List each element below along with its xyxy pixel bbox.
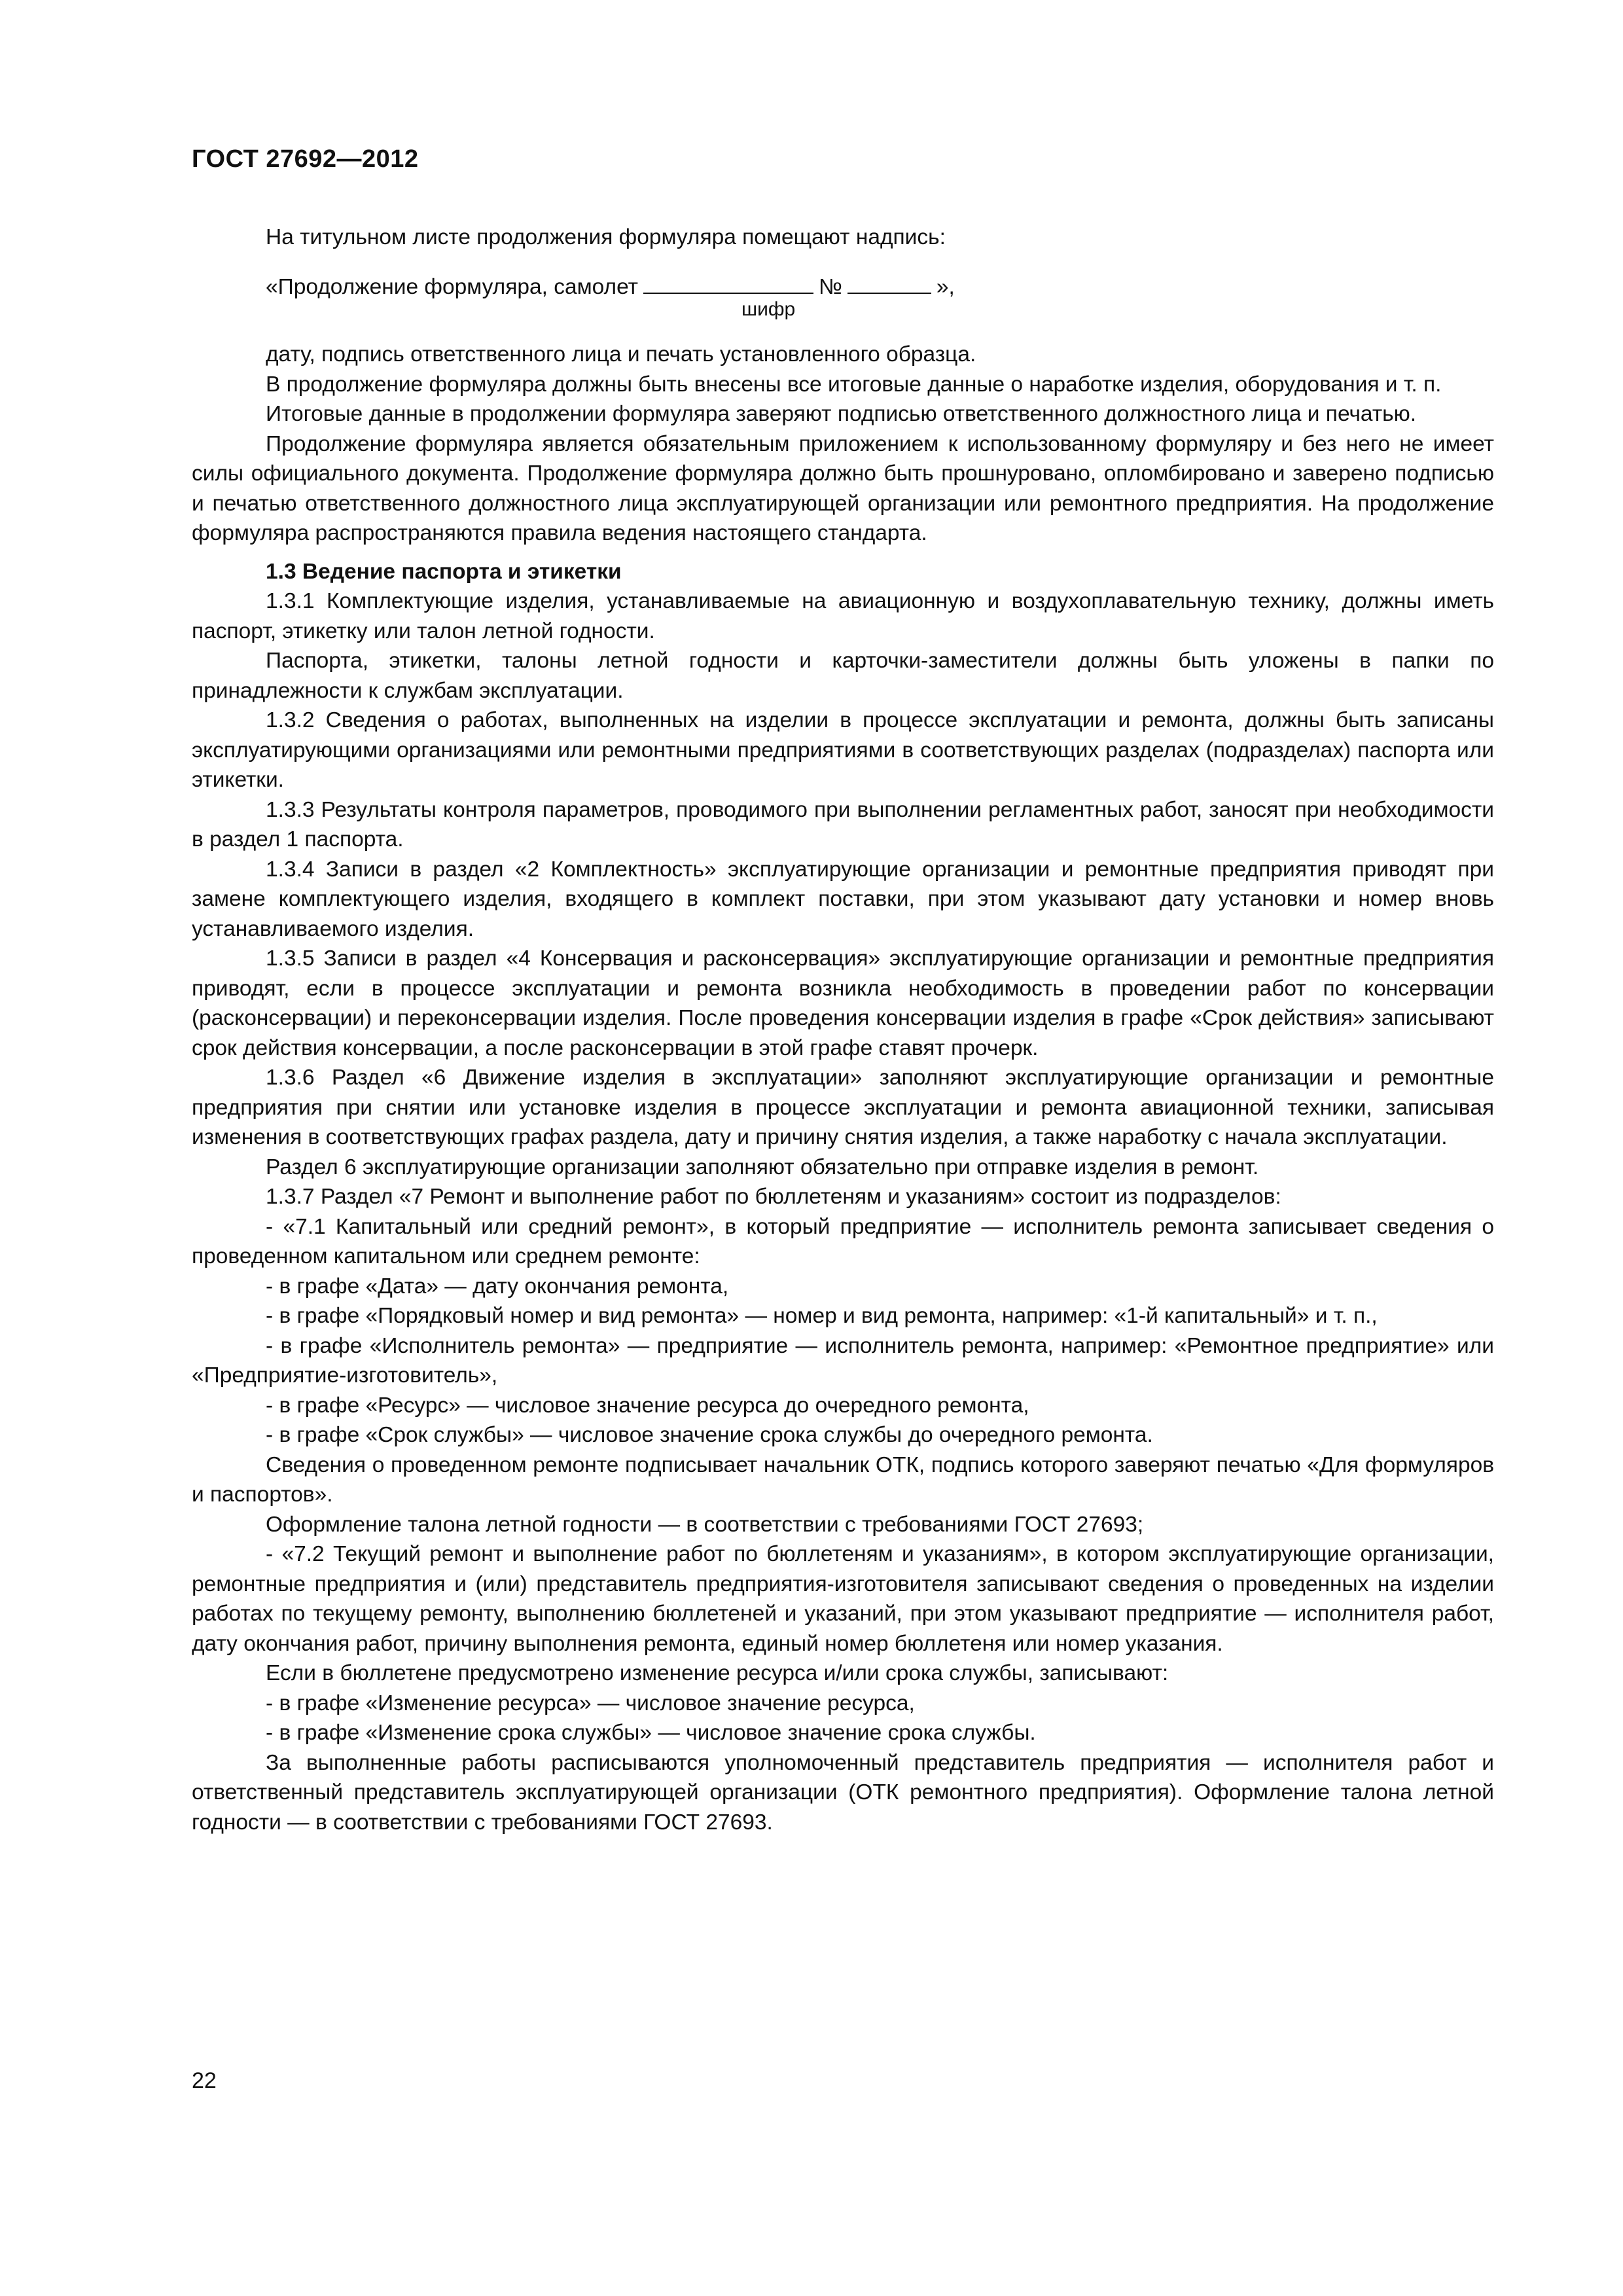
form-prefix: «Продолжение формуляра, самолет <box>266 274 638 299</box>
document-body <box>192 223 1494 1837</box>
section-paragraphs <box>192 586 1494 1837</box>
section-paragraph: Раздел 6 эксплуатирующие организации заполняют обязательно при отправке изделия в ремонт. <box>266 1155 1259 1179</box>
section-paragraph: 1.3.4 Записи в раздел «2 Комплектность» эксплуатирующие организации и ремонтные предприятия приводят при замене комплектующего изделия, входящего в комплект поставки, при этом указывают дату установки и номер вновь устанавливаемого изделия. <box>192 857 1494 941</box>
section-paragraph: Сведения о проведенном ремонте подписывает начальник ОТК, подпись которого заверяют печатью «Для формуляров и паспортов». <box>192 1452 1494 1507</box>
section-heading: 1.3 Ведение паспорта и этикетки <box>266 559 622 584</box>
intro-paragraph: дату, подпись ответственного лица и печать установленного образца. <box>266 342 976 367</box>
section-paragraph: - в графе «Дата» — дату окончания ремонта, <box>266 1274 729 1299</box>
section-paragraph: - в графе «Ресурс» — числовое значение ресурса до очередного ремонта, <box>266 1393 1029 1418</box>
section-paragraph: 1.3.6 Раздел «6 Движение изделия в эксплуатации» заполняют эксплуатирующие организации и ремонтные предприятия при снятии или установке изделия в процессе эксплуатации и ремонта авиационной техники, записывая изменения в соответствующих графах раздела, дату и причину снятия изделия, а также наработку с начала эксплуатации. <box>192 1066 1494 1149</box>
section-paragraph: Оформление талона летной годности — в соответствии с требованиями ГОСТ 27693; <box>266 1512 1144 1537</box>
intro-paragraph: Продолжение формуляра является обязательным приложением к использованному формуляру и без него не имеет силы официального документа. Продолжение формуляра должно быть прошнуровано, опломбировано и заверено подписью и печатью ответственного должностного лица эксплуатирующей организации или ремонтного предприятия. На продолжение формуляра распространяются правила ведения настоящего стандарта. <box>192 431 1494 545</box>
intro-paragraph: На титульном листе продолжения формуляра помещают надпись: <box>266 225 946 249</box>
section-paragraph: Паспорта, этикетки, талоны летной годности и карточки-заместители должны быть уложены в папки по принадлежности к службам эксплуатации. <box>192 649 1494 703</box>
section-paragraph: 1.3.5 Записи в раздел «4 Консервация и расконсервация» эксплуатирующие организации и ремонтные предприятия приводят, если в процессе эксплуатации и ремонта возникла необходимость в проведении работ по консервации (расконсервации) и переконсервации изделия. После проведения консервации изделия в графе «Срок действия» записывают срок действия консервации, а после расконсервации в этой графе ставят прочерк. <box>192 946 1494 1060</box>
form-suffix: », <box>936 274 955 299</box>
intro-paragraph: Итоговые данные в продолжении формуляра заверяют подписью ответственного должностного лица и печатью. <box>266 402 1417 426</box>
number-sign: № <box>818 274 842 299</box>
page-number: 22 <box>192 2068 217 2093</box>
document-code: ГОСТ 27692—2012 <box>192 145 419 173</box>
section-paragraph: - в графе «Срок службы» — числовое значение срока службы до очередного ремонта. <box>266 1423 1153 1447</box>
section-paragraph: Если в бюллетене предусмотрено изменение ресурса и/или срока службы, записывают: <box>266 1661 1169 1685</box>
section-paragraph: - в графе «Порядковый номер и вид ремонта» — номер и вид ремонта, например: «1-й капитальный» и т. п., <box>266 1304 1378 1328</box>
form-inscription <box>192 272 1494 302</box>
section-paragraph: За выполненные работы расписываются уполномоченный представитель предприятия — исполнителя работ и ответственный представитель эксплуатирующей организации (ОТК ремонтного предприятия). Оформление талона летной годности — в соответствии с требованиями ГОСТ 27693. <box>192 1750 1494 1835</box>
section-paragraph: 1.3.1 Комплектующие изделия, устанавливаемые на авиационную и воздухоплавательную технику, должны иметь паспорт, этикетку или талон летной годности. <box>192 589 1494 643</box>
section-paragraph: - в графе «Исполнитель ремонта» — предприятие — исполнитель ремонта, например: «Ремонтное предприятие» или «Предприятие-изготовитель», <box>192 1333 1494 1388</box>
number-blank <box>847 277 931 294</box>
section-paragraph: - в графе «Изменение ресурса» — числовое значение ресурса, <box>266 1691 915 1715</box>
section-paragraph: - в графе «Изменение срока службы» — числовое значение срока службы. <box>266 1721 1036 1745</box>
cipher-caption: шифр <box>741 298 796 320</box>
section-paragraph: 1.3.2 Сведения о работах, выполненных на изделии в процессе эксплуатации и ремонта, должны быть записаны эксплуатирующими организациями или ремонтными предприятиями в соответствующих разделах (подразделах) паспорта или этикетки. <box>192 708 1494 792</box>
section-paragraph: - «7.2 Текущий ремонт и выполнение работ по бюллетеням и указаниям», в котором эксплуатирующие организации, ремонтные предприятия и (или) представитель предприятия-изготовителя записывают сведения о проведенных на изделии работах по текущему ремонту, выполнению бюллетеней и указаний, при этом указывают предприятие — исполнителя работ, дату окончания работ, причину выполнения ремонта, единый номер бюллетеня или номер указания. <box>192 1542 1494 1656</box>
section-paragraph: - «7.1 Капитальный или средний ремонт», в который предприятие — исполнитель ремонта записывает сведения о проведенном капитальном или среднем ремонте: <box>192 1214 1494 1268</box>
section-paragraph: 1.3.3 Результаты контроля параметров, проводимого при выполнении регламентных работ, заносят при необходимости в раздел 1 паспорта. <box>192 797 1494 852</box>
intro-paragraph: В продолжение формуляра должны быть внесены все итоговые данные о наработке изделия, оборудования и т. п. <box>266 372 1442 397</box>
cipher-blank <box>643 277 813 294</box>
section-paragraph: 1.3.7 Раздел «7 Ремонт и выполнение работ по бюллетеням и указаниям» состоит из подразделов: <box>266 1185 1281 1209</box>
